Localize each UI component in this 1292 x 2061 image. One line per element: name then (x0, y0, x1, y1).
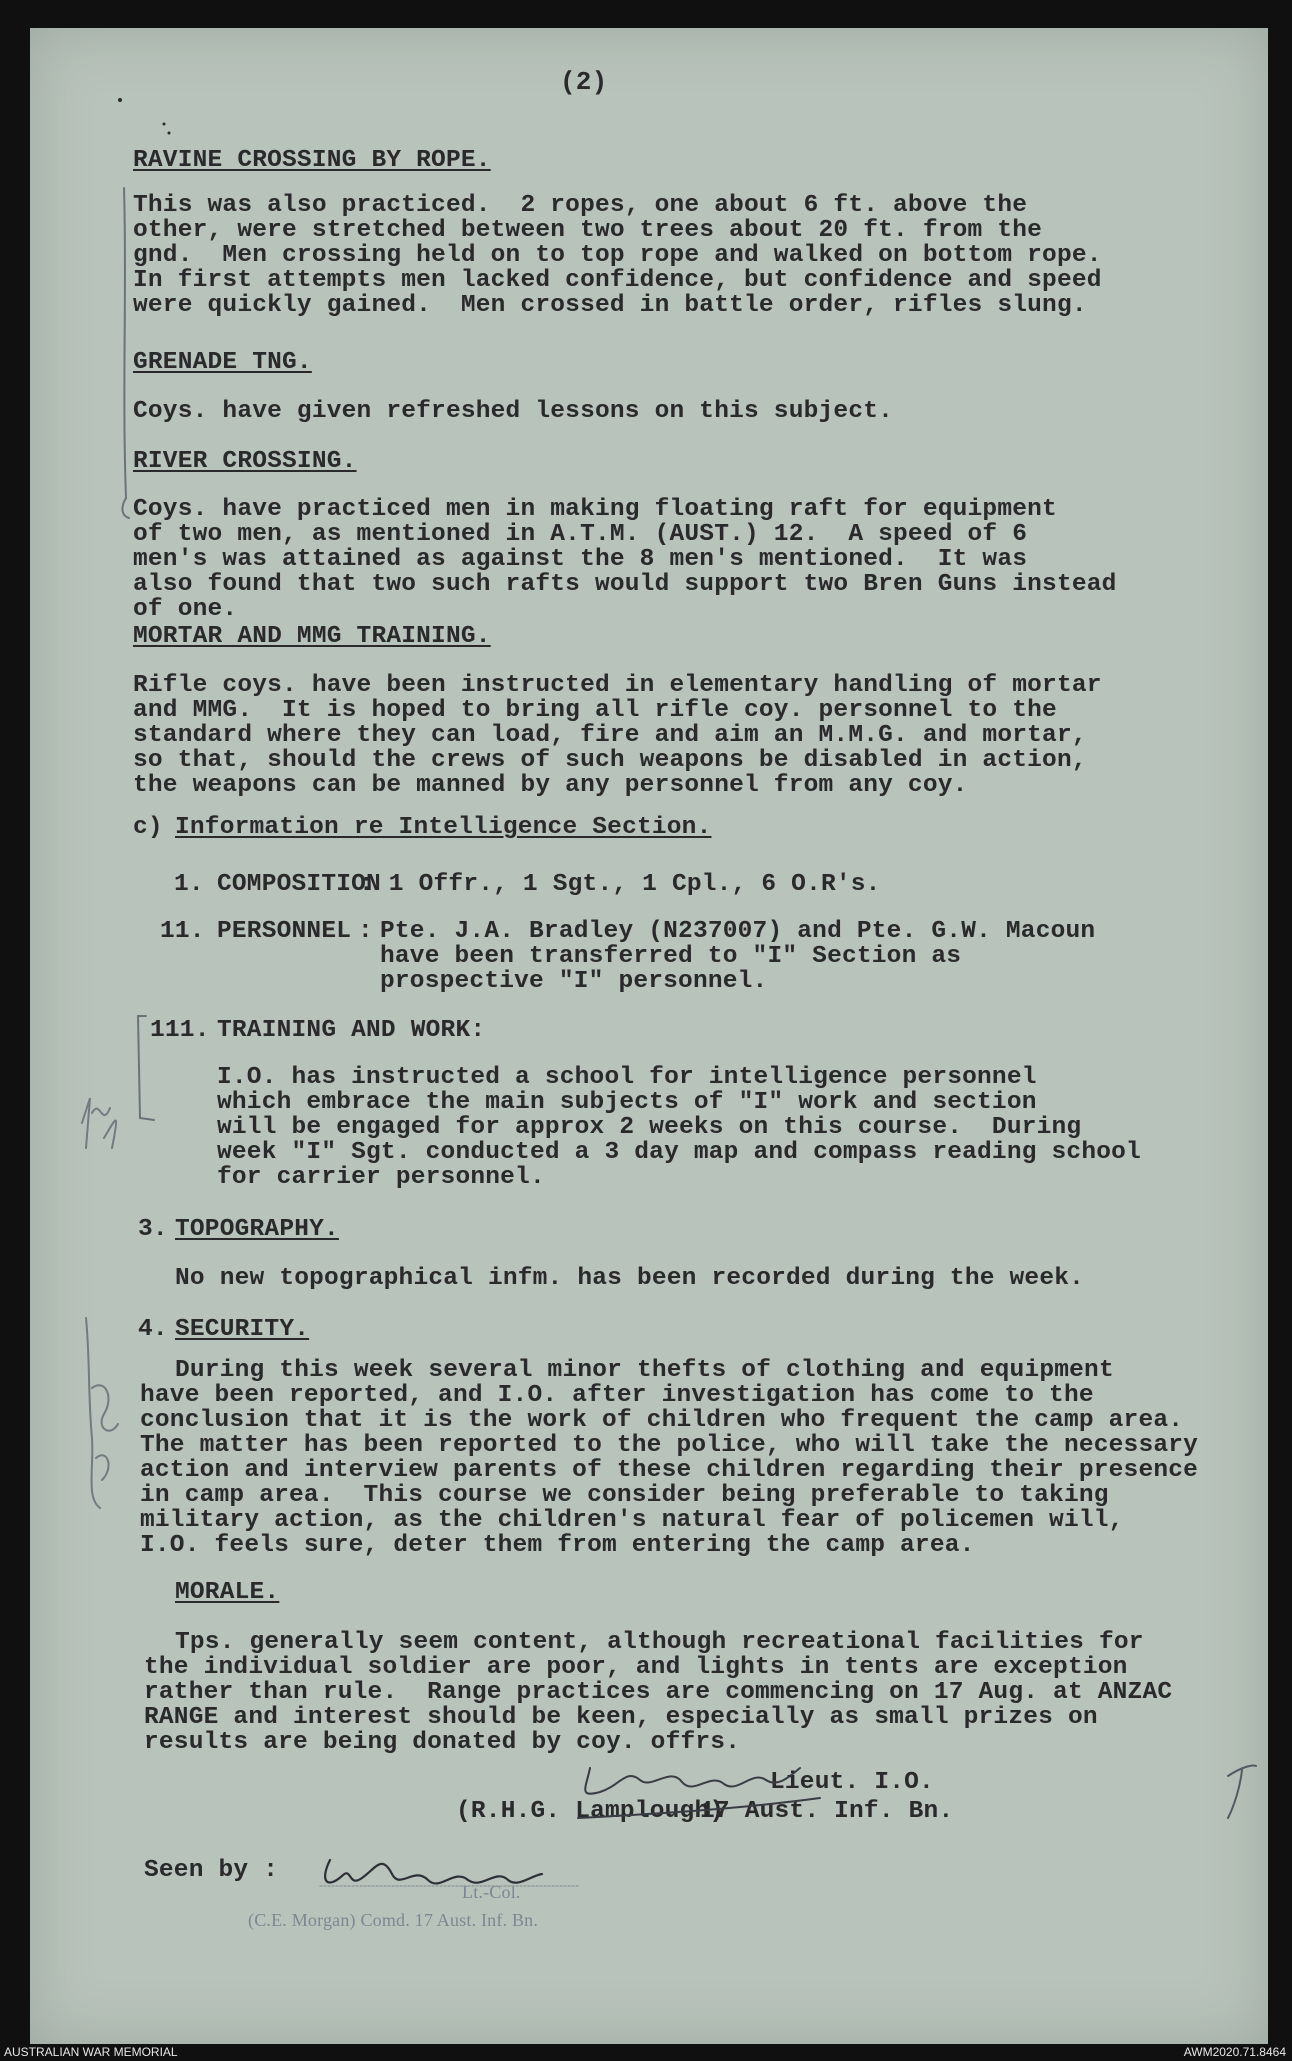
body-line: and MMG. It is hoped to bring all rifle coy. personnel to the (133, 697, 1057, 724)
body-line: also found that two such rafts would support two Bren Guns instead (133, 571, 1117, 598)
document-page (30, 28, 1268, 2044)
mortar-heading: MORTAR AND MMG TRAINING. (133, 623, 491, 650)
seen-by-name: (C.E. Morgan) Comd. 17 Aust. Inf. Bn. (248, 1910, 539, 1930)
river-heading: RIVER CROSSING. (133, 448, 357, 475)
lamplough-signature (578, 1768, 820, 1818)
intel-prefix: c) (133, 814, 163, 841)
body-line: other, were stretched between two trees about 20 ft. from the (133, 217, 1043, 244)
pencil-signature-margin (86, 1318, 118, 1508)
grenade-heading: GRENADE TNG. (133, 349, 312, 376)
body-line: Rifle coys. have been instructed in elementary handling of mortar (133, 672, 1102, 699)
body-line: The matter has been reported to the police, who will take the necessary (140, 1432, 1199, 1459)
personnel-label: PERSONNEL (217, 918, 352, 945)
body-line: standard where they can load, fire and aim an M.M.G. and mortar, (133, 722, 1087, 749)
ravine-heading: RAVINE CROSSING BY ROPE. (133, 147, 491, 174)
body-line: which embrace the main subjects of "I" work and section (217, 1089, 1037, 1116)
body-line: will be engaged for approx 2 weeks on this course. During (217, 1114, 1082, 1141)
body-line: have been reported, and I.O. after investigation has come to the (140, 1382, 1094, 1409)
body-line: for carrier personnel. (217, 1164, 545, 1191)
body-line: action and interview parents of these children regarding their presence (140, 1457, 1199, 1484)
footer-right: AWM2020.71.8464 (1183, 2045, 1286, 2059)
seen-by-label: Seen by : (144, 1857, 279, 1884)
pencil-training-bracket (138, 1016, 154, 1120)
body-line: gnd. Men crossing held on to top rope and walked on bottom rope. (133, 242, 1102, 269)
body-line: No new topographical infm. has been recorded during the week. (175, 1265, 1085, 1292)
body-line: During this week several minor thefts of clothing and equipment (175, 1357, 1114, 1384)
pencil-initials-mark (82, 1098, 116, 1148)
personnel-colon: : (358, 918, 373, 945)
body-line: prospective "I" personnel. (380, 968, 768, 995)
body-line: rather than rule. Range practices are commencing on 17 Aug. at ANZAC (144, 1679, 1173, 1706)
body-line: have been transferred to "I" Section as (380, 943, 962, 970)
body-line: I.O. has instructed a school for intelligence personnel (217, 1064, 1037, 1091)
body-line: military action, as the children's natural fear of policemen will, (140, 1507, 1124, 1534)
body-line: conclusion that it is the work of children who frequent the camp area. (140, 1407, 1184, 1434)
handwritten-marks (30, 28, 1268, 2044)
body-line: In first attempts men lacked confidence, but confidence and speed (133, 267, 1102, 294)
tick-mark (1228, 1765, 1256, 1818)
body-line: of one. (133, 596, 238, 623)
morale-heading: MORALE. (175, 1579, 280, 1606)
body-line: men's was attained as against the 8 men's mentioned. It was (133, 546, 1028, 573)
topography-heading: TOPOGRAPHY. (175, 1216, 339, 1243)
signature-unit: 17 Aust. Inf. Bn. (700, 1798, 954, 1825)
body-line: I.O. feels sure, deter them from entering the camp area. (140, 1532, 975, 1559)
morgan-signature (320, 1860, 580, 1886)
training-heading: TRAINING AND WORK: (217, 1017, 486, 1044)
body-line: results are being donated by coy. offrs. (144, 1729, 741, 1756)
page-number: (2) (560, 67, 608, 97)
security-num: 4. (138, 1316, 168, 1343)
corner-specks (118, 98, 171, 135)
body-line: so that, should the crews of such weapons be disabled in action, (133, 747, 1087, 774)
body-line: Coys. have practiced men in making floating raft for equipment (133, 496, 1057, 523)
composition-num: 1. (174, 871, 204, 898)
body-line: were quickly gained. Men crossed in battle order, rifles slung. (133, 292, 1087, 319)
body-line: in camp area. This course we consider being preferable to taking (140, 1482, 1109, 1509)
body-line: the weapons can be manned by any personnel from any coy. (133, 772, 968, 799)
training-num: 111. (150, 1017, 210, 1044)
signature-rank: Lieut. I.O. (770, 1769, 934, 1796)
personnel-num: 11. (160, 918, 205, 945)
signature-name: (R.H.G. Lamplough) (456, 1798, 725, 1825)
intel-heading: Information re Intelligence Section. (175, 814, 712, 841)
security-heading: SECURITY. (175, 1316, 310, 1343)
composition-value: : 1 Offr., 1 Sgt., 1 Cpl., 6 O.R's. (359, 871, 881, 898)
body-line: This was also practiced. 2 ropes, one about 6 ft. above the (133, 192, 1028, 219)
body-line: RANGE and interest should be keen, especially as small prizes on (144, 1704, 1098, 1731)
composition-label: COMPOSITION (217, 871, 381, 898)
footer-left: AUSTRALIAN WAR MEMORIAL (4, 2045, 178, 2059)
body-line: Pte. J.A. Bradley (N237007) and Pte. G.W. Macoun (380, 918, 1096, 945)
pencil-margin-bracket (122, 188, 129, 518)
body-line: of two men, as mentioned in A.T.M. (AUST.) 12. A speed of 6 (133, 521, 1028, 548)
seen-by-rank: Lt.-Col. (462, 1882, 521, 1902)
body-line: Coys. have given refreshed lessons on this subject. (133, 398, 894, 425)
topography-num: 3. (138, 1216, 168, 1243)
body-line: Tps. generally seem content, although recreational facilities for (175, 1629, 1144, 1656)
body-line: the individual soldier are poor, and lights in tents are exception (144, 1654, 1128, 1681)
body-line: week "I" Sgt. conducted a 3 day map and compass reading school (217, 1139, 1141, 1166)
